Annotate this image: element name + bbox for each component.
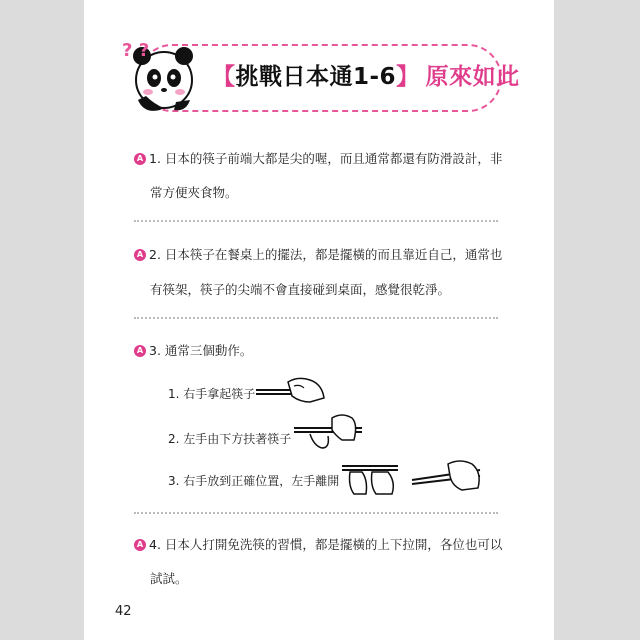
answer-badge-icon: A bbox=[134, 153, 146, 165]
step-2: 2. 左手由下方扶著筷子 bbox=[168, 432, 292, 446]
answer-badge-icon: A bbox=[134, 345, 146, 357]
bracket-close: 】 bbox=[396, 64, 420, 90]
answer-1 bbox=[134, 142, 502, 176]
answer-2-line-2: 有筷架，筷子的尖端不會直接碰到桌面，感覺很乾淨。 bbox=[150, 282, 451, 297]
dotted-divider bbox=[134, 317, 498, 319]
answer-2 bbox=[134, 238, 502, 272]
hand-hold-chopsticks-icon bbox=[410, 456, 484, 496]
answer-1-line-1: 1. 日本的筷子前端大都是尖的喔，而且通常都還有防滑設計，非 bbox=[149, 151, 503, 166]
hands-position-chopsticks-icon bbox=[340, 456, 406, 496]
title-accent-text: 原來如此 bbox=[425, 64, 520, 90]
answer-1-line-2: 常方便夾食物。 bbox=[150, 185, 238, 200]
title-text: 挑戰日本通1-6 bbox=[235, 64, 397, 90]
step-3: 3. 右手放到正確位置，左手離開 bbox=[168, 474, 340, 488]
answer-4 bbox=[134, 528, 502, 562]
answer-4-line-2: 試試。 bbox=[150, 571, 188, 586]
answer-2-line-1: 2. 日本筷子在餐桌上的擺法，都是擺橫的而且靠近自己，通常也 bbox=[149, 247, 503, 262]
answer-3-line-1: 3. 通常三個動作。 bbox=[149, 343, 253, 358]
bracket-open: 【 bbox=[212, 64, 236, 90]
page-number: 42 bbox=[115, 604, 132, 619]
answer-badge-icon: A bbox=[134, 249, 146, 261]
dotted-divider bbox=[134, 512, 498, 514]
answer-badge-icon: A bbox=[134, 539, 146, 551]
hands-support-chopsticks-icon bbox=[292, 410, 364, 450]
answer-4-line-1: 4. 日本人打開免洗筷的習慣，都是擺橫的上下拉開，各位也可以 bbox=[149, 537, 503, 552]
answer-3 bbox=[134, 334, 252, 368]
question-marks: ? ? bbox=[122, 40, 150, 61]
step-1: 1. 右手拿起筷子 bbox=[168, 387, 256, 401]
dotted-divider bbox=[134, 220, 498, 222]
page-title bbox=[212, 58, 520, 91]
hand-pick-chopsticks-icon bbox=[254, 372, 328, 406]
